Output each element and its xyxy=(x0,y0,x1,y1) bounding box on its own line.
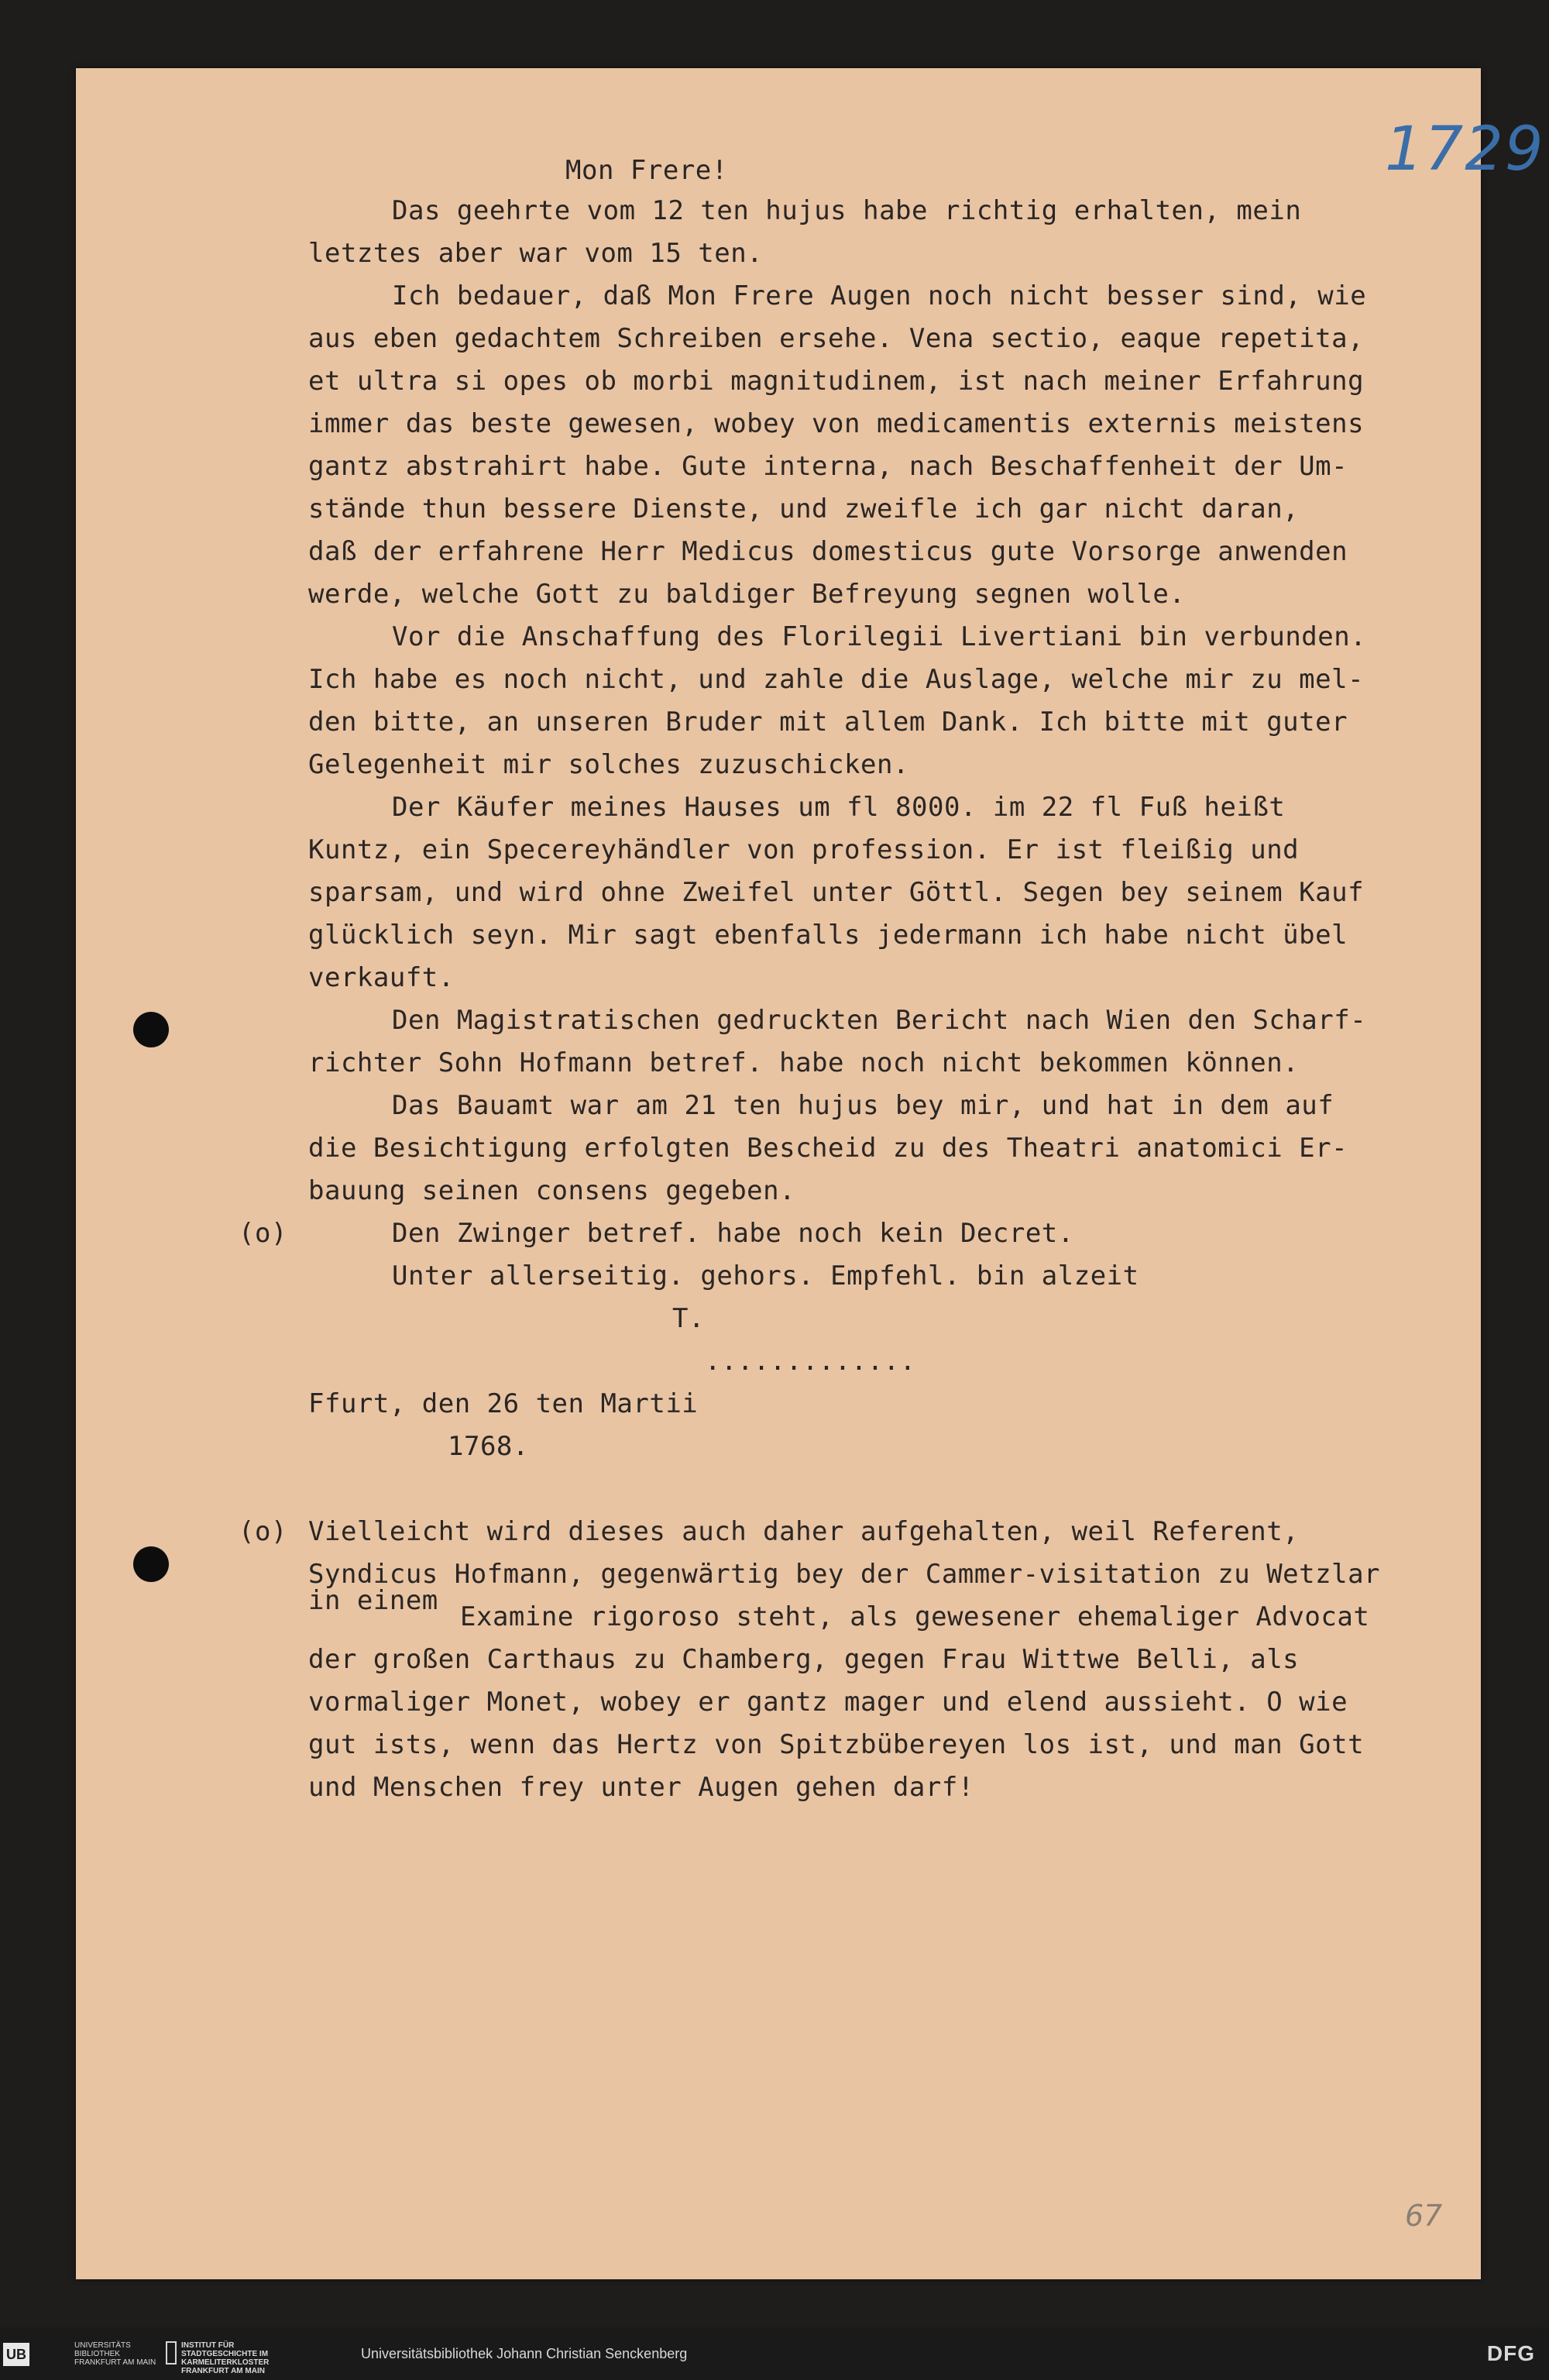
handwritten-folio-number: 1729 xyxy=(1385,115,1545,184)
paragraph-2-line: et ultra si opes ob morbi magnitudinem, ist nach meiner Erfahrung xyxy=(308,366,1365,397)
paragraph-2-line: aus eben gedachtem Schreiben ersehe. Vena sectio, eaque repetita, xyxy=(308,323,1365,354)
paragraph-4-line: Der Käufer meines Hauses um fl 8000. im 22 fl Fuß heißt xyxy=(392,792,1286,823)
paragraph-4-line: Kuntz, ein Specereyhändler von profession. Er ist fleißig und xyxy=(308,834,1300,865)
document-sheet xyxy=(76,68,1545,2279)
paragraph-6-line: Das Bauamt war am 21 ten hujus bey mir, und hat in dem auf xyxy=(392,1090,1334,1121)
paragraph-1-line: Das geehrte vom 12 ten hujus habe richtig erhalten, mein xyxy=(392,195,1302,226)
handwritten-page-number: 67 xyxy=(1405,2199,1443,2233)
paragraph-4-line: sparsam, und wird ohne Zweifel unter Göttl. Segen bey seinem Kauf xyxy=(308,877,1365,908)
footnote-marker: (o) xyxy=(239,1516,287,1547)
paragraph-2-line: werde, welche Gott zu baldiger Befreyung segnen wolle. xyxy=(308,579,1186,610)
punch-hole-upper xyxy=(133,1012,169,1047)
paragraph-5-line: richter Sohn Hofmann betref. habe noch nicht bekommen können. xyxy=(308,1047,1300,1078)
footnote-line: Syndicus Hofmann, gegenwärtig bey der Cammer-visitation zu Wetzlar xyxy=(308,1559,1381,1590)
paragraph-3-line: Gelegenheit mir solches zuzuschicken. xyxy=(308,749,909,780)
closing: Unter allerseitig. gehors. Empfehl. bin alzeit xyxy=(392,1261,1139,1291)
dfg-logo: DFG xyxy=(1486,2341,1535,2365)
paragraph-6-line: die Besichtigung erfolgten Bescheid zu des Theatri anatomici Er- xyxy=(308,1133,1348,1164)
footnote-line: Examine rigoroso steht, als gewesener ehemaliger Advocat xyxy=(460,1601,1370,1632)
paragraph-5-line: Den Magistratischen gedruckten Bericht nach Wien den Scharf- xyxy=(392,1005,1367,1036)
footnote-line: und Menschen frey unter Augen gehen darf! xyxy=(308,1772,974,1803)
paragraph-2-line: gantz abstrahirt habe. Gute interna, nach Beschaffenheit der Um- xyxy=(308,451,1348,482)
paragraph-7: Den Zwinger betref. habe noch kein Decret. xyxy=(392,1218,1074,1249)
paragraph-6-line: bauung seinen consens gegeben. xyxy=(308,1175,796,1206)
footnote-line: Vielleicht wird dieses auch daher aufgehalten, weil Referent, xyxy=(308,1516,1300,1547)
salutation: Mon Frere! xyxy=(565,155,728,186)
paragraph-2-line: immer das beste gewesen, wobey von medicamentis externis meistens xyxy=(308,408,1365,439)
viewer-footer-bar xyxy=(0,2327,1549,2380)
paragraph-3-line: Vor die Anschaffung des Florilegii Livertiani bin verbunden. xyxy=(392,621,1367,652)
ub-logo: UB xyxy=(3,2343,29,2366)
paragraph-2-line: daß der erfahrene Herr Medicus domesticus gute Vorsorge anwenden xyxy=(308,536,1348,567)
library-credit: Universitätsbibliothek Johann Christian Senckenberg xyxy=(361,2346,688,2361)
paragraph-2-line: stände thun bessere Dienste, und zweifle ich gar nicht daran, xyxy=(308,494,1300,524)
year: 1768. xyxy=(448,1431,529,1462)
footnote-line: vormaliger Monet, wobey er gantz mager und elend aussieht. O wie xyxy=(308,1687,1348,1718)
institute-logo-icon xyxy=(166,2341,177,2365)
paragraph-2-line: Ich bedauer, daß Mon Frere Augen noch nicht besser sind, wie xyxy=(392,280,1367,311)
institute-name: INSTITUT FÜR STADTGESCHICHTE IM KARMELITERKLOSTER FRANKFURT AM MAIN xyxy=(181,2341,270,2375)
footnote-inserted-words: in einem xyxy=(308,1585,438,1616)
paragraph-1-line: letztes aber war vom 15 ten. xyxy=(308,238,764,269)
paragraph-4-line: verkauft. xyxy=(308,962,455,993)
punch-hole-lower xyxy=(133,1546,169,1582)
place-date: Ffurt, den 26 ten Martii xyxy=(308,1388,699,1419)
footnote-line: der großen Carthaus zu Chamberg, gegen Frau Wittwe Belli, als xyxy=(308,1644,1300,1675)
dotted-rule: ............. xyxy=(705,1346,916,1377)
signature: T. xyxy=(672,1303,705,1334)
ub-library-name: UNIVERSITÄTS BIBLIOTHEK FRANKFURT AM MAIN xyxy=(74,2341,156,2367)
footnote-line: gut ists, wenn das Hertz von Spitzbübereyen los ist, und man Gott xyxy=(308,1729,1365,1760)
note-marker: (o) xyxy=(239,1218,287,1249)
paragraph-4-line: glücklich seyn. Mir sagt ebenfalls jedermann ich habe nicht übel xyxy=(308,920,1348,951)
paragraph-3-line: Ich habe es noch nicht, und zahle die Auslage, welche mir zu mel- xyxy=(308,664,1365,695)
paragraph-3-line: den bitte, an unseren Bruder mit allem Dank. Ich bitte mit guter xyxy=(308,707,1348,738)
